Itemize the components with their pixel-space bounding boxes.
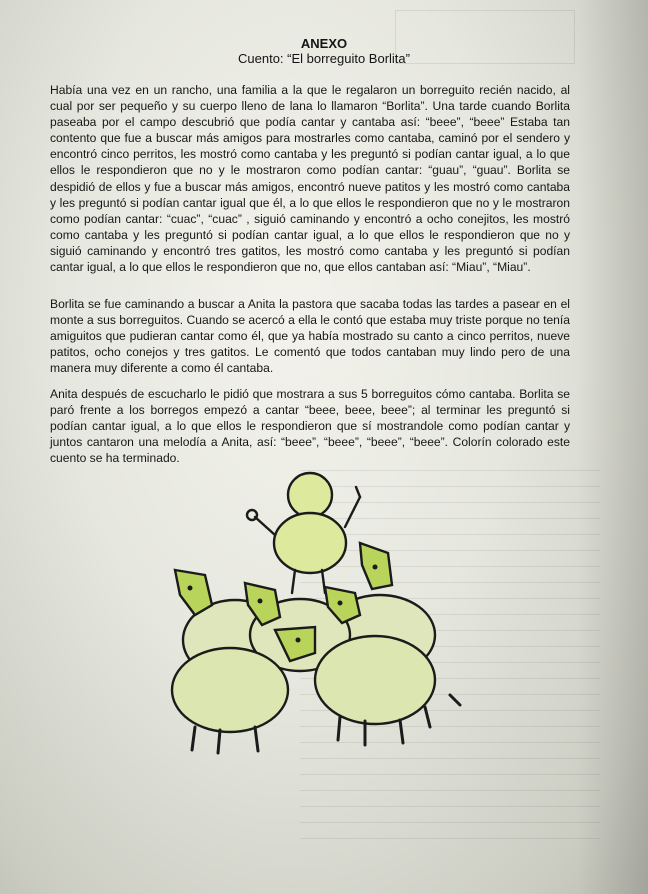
conductor-sheep-icon [247,473,360,593]
document-title: ANEXO [300,36,348,51]
story-paragraph-1: Había una vez en un rancho, una familia a la que le regalaron un borreguito recién nacido, al cual por ser pequeño y su cuerpo lleno de lana lo llamaron “Borlita”. Una tarde cuando Borlita paseaba por el campo descubrió que podía cantar y cantaba así: “beee”, “beee” Estaba tan contento que fue a buscar más amigos para mostrarles como cantaba, caminó por el sendero y encontró cinco perritos, les mostró como cantaba y les preguntó si podían cantar igual, a lo que ellos le respondieron que no y le mostraron como podían cantar: “guau”, “guau”. Borlita se despidió de ellos y fue a buscar más amigos, encontró nueve patitos y les mostró como cantaba y les preguntó si podían cantar igual que él, a lo que ellos le respondieron que no y le mostraron como podían cantar: “cuac”, “cuac” , siguió caminando y encontró a ocho conejitos, les mostró como cantaba y les preguntó si podían cantar igual, a lo que ellos le respondieron que no y siguió caminando y encontró tres gatitos, les mostró como cantaba y les preguntó si podían cantar igual, a lo que ellos le respondieron que no, que ellos cantaban así: “Miau”, “Miau”. [50,83,570,275]
sheep-head-icon [175,570,212,615]
story-paragraph-2: Borlita se fue caminando a buscar a Anita la pastora que sacaba todas las tardes a pasear en el monte a sus borreguitos. Cuando se acercó a ella le contó que estaba muy triste porque no tenía amiguitos que pudieran cantar como él, que ya había mostrado su canto a cinco perritos, nueve patitos, ocho conejos y tres gatitos. Le comentó que todos cantaban muy lindo pero de una manera muy diferente a como él cantaba. [50,297,570,376]
sheep-choir-icon [150,465,480,760]
page-shadow [578,0,648,894]
document-subtitle: Cuento: “El borreguito Borlita” [238,51,410,66]
story-paragraph-3: Anita después de escucharlo le pidió que mostrara a sus 5 borreguitos cómo cantaba. Borlita se paró frente a los borregos empezó a cantar “beee, beee, beee”; al terminar les preguntó si podían cantar igual, a lo que ellos le respondieron que sí mostrandole como podían cantar y juntos cantaron una melodía a Anita, así: “beee”, “beee”, “beee”, “beee”. Colorín colorado este cuento se ha terminado. [50,387,570,466]
